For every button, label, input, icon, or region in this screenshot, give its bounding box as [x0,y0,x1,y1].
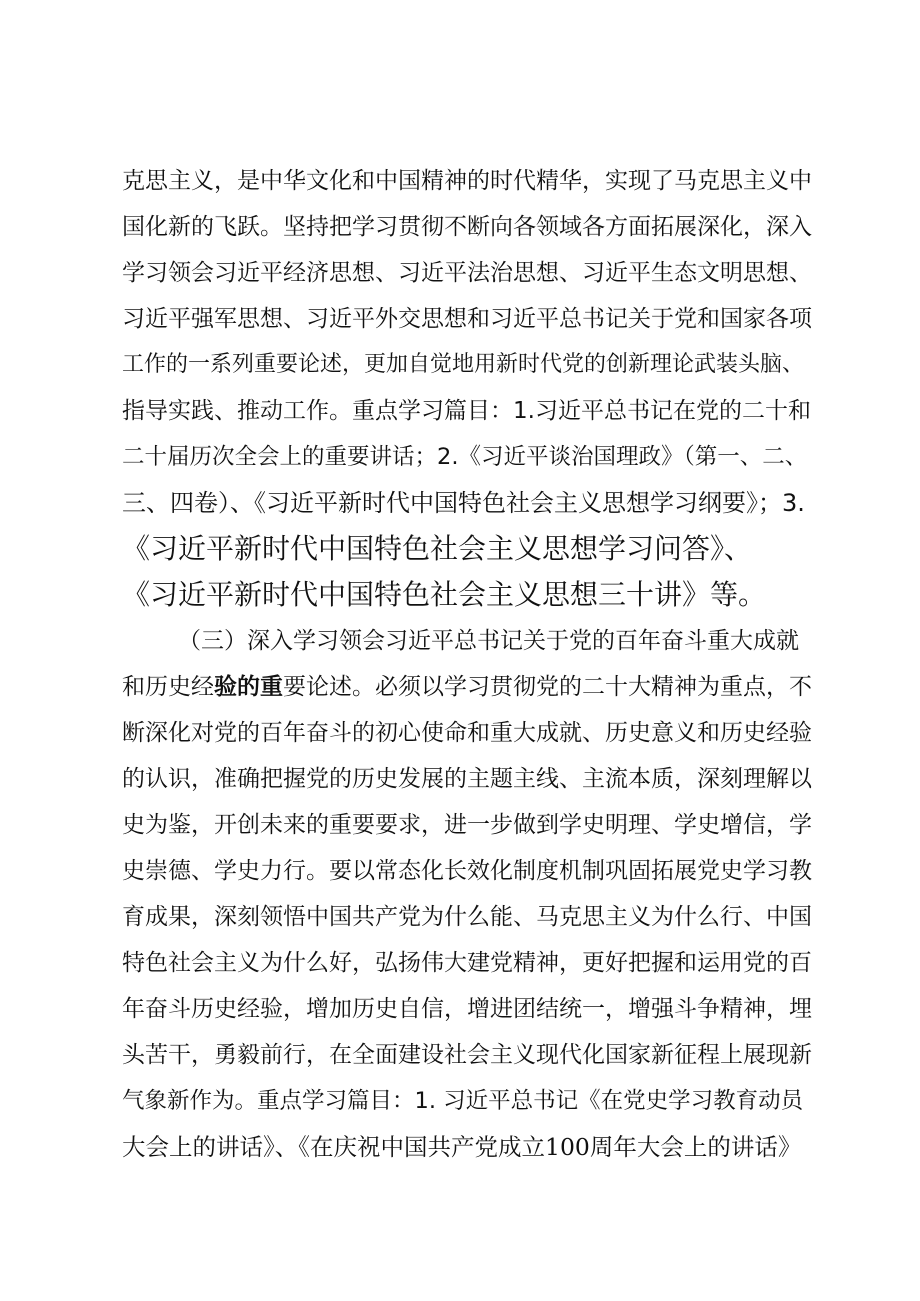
text-line: 学习领会习近平经济思想、习近平法治思想、习近平生态文明思想、 [122,260,812,286]
text-line: 三、四卷）、《习近平新时代中国特色社会主义思想学习纲要》；3. [122,489,805,517]
text-line: 史崇德、学史力行。要以常态化长效化制度机制巩固拓展党史学习教 [122,858,812,884]
text-segment: 要论述。必须以学习贯彻党的二十大精神为重点，不 [283,674,812,700]
text-line: 二十届历次全会上的重要讲话；2.《习近平谈治国理政》（第一、二、 [122,444,808,470]
text-line: 习近平强军思想、习近平外交思想和习近平总书记关于党和国家各项 [122,306,812,332]
text-line: 指导实践、推动工作。重点学习篇目：1.习近平总书记在党的二十和 [122,398,811,424]
text-line: 《习近平新时代中国特色社会主义思想三十讲》等。 [122,578,767,611]
text-line: 《习近平新时代中国特色社会主义思想学习问答》、 [122,532,753,565]
text-line: 大会上的讲话》、《在庆祝中国共产党成立100周年大会上的讲话》 [122,1133,802,1161]
bold-text-segment: 验的重 [214,674,283,700]
text-line: 断深化对党的百年奋斗的初心使命和重大成就、历史意义和历史经验 [122,720,812,746]
text-line: 气象新作为。重点学习篇目：1. 习近平总书记《在党史学习教育动员 [122,1088,804,1114]
text-line: 史为鉴，开创未来的重要要求，进一步做到学史明理、学史增信，学 [122,812,812,838]
section-heading-line: （三）深入学习领会习近平总书记关于党的百年奋斗重大成就 [178,628,799,654]
text-line: 工作的一系列重要论述，更加自觉地用新时代党的创新理论武装头脑、 [122,352,805,377]
text-line: 特色社会主义为什么好，弘扬伟大建党精神，更好把握和运用党的百 [122,950,812,976]
text-line: 国化新的飞跃。坚持把学习贯彻不断向各领域各方面拓展深化，深入 [122,214,812,240]
text-line [122,664,812,710]
text-line: 头苦干，勇毅前行，在全面建设社会主义现代化国家新征程上展现新 [122,1042,812,1068]
text-line: 克思主义，是中华文化和中国精神的时代精华，实现了马克思主义中 [122,168,812,194]
text-line: 年奋斗历史经验，增加历史自信，增进团结统一，增强斗争精神，埋 [122,996,812,1022]
text-line: 育成果，深刻领悟中国共产党为什么能、马克思主义为什么行、中国 [122,904,812,930]
text-line: 的认识，准确把握党的历史发展的主题主线、主流本质，深刻理解以 [122,766,812,792]
text-segment: 和历史经 [122,674,214,700]
